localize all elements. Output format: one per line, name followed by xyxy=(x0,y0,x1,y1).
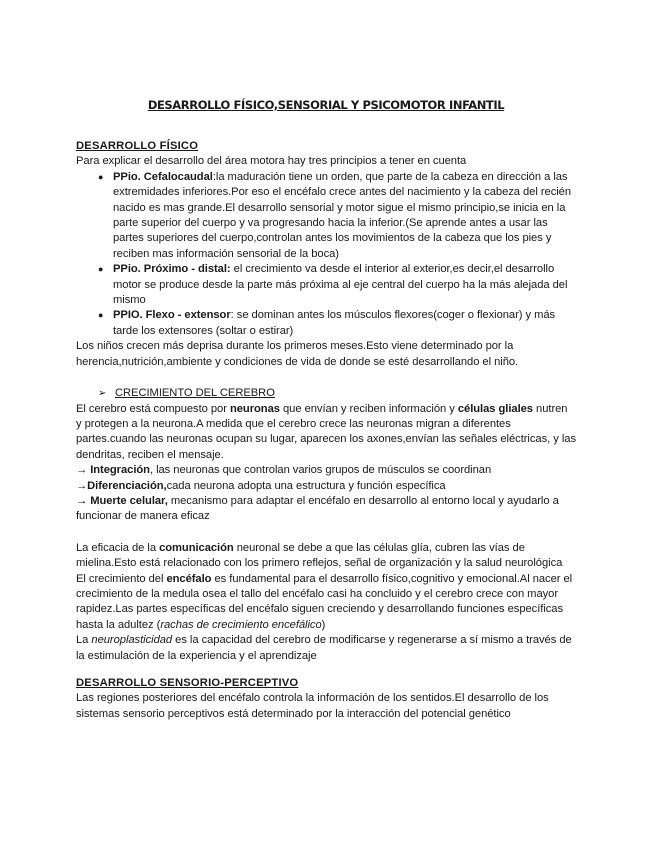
brain-item-diferenciacion xyxy=(76,479,576,494)
bold-term: neuronas xyxy=(229,402,280,415)
bullet-dot-icon: ● xyxy=(98,264,104,275)
text-run: La eficacia de la xyxy=(76,541,160,554)
bullet-dot-icon: ● xyxy=(98,310,104,321)
arrow-bullet-icon: ➢ xyxy=(98,388,107,400)
brain-paragraph-neuroplasticidad xyxy=(76,633,576,664)
subheading-crecimiento-cerebro xyxy=(76,386,576,401)
text-run: El crecimiento del xyxy=(76,572,167,585)
document-body xyxy=(76,97,576,722)
principles-list xyxy=(76,170,576,339)
text-run: nutren y protegen a la neurona.A medida que el cerebro crece las neuronas migran a diferentes partes.cuando las neuronas ocupan su lugar, aparecen los axones,envían las señales eléctricas, y las dendritas, reciben el mensaje. xyxy=(76,402,576,461)
principle-text: el crecimiento va desde el interior al exterior,es decir,el desarrollo motor se produce desde la parte más próxima al eje central del cuerpo ha la más alejada del mismo xyxy=(113,263,568,307)
bold-term: encéfalo xyxy=(166,572,212,585)
section1-intro: Para explicar el desarrollo del área motora hay tres principios a tener en cuenta xyxy=(76,155,467,168)
brain-item-integracion xyxy=(76,463,576,478)
bold-term: células gliales xyxy=(457,402,533,415)
principle-text: :la maduración tiene un orden, que parte de la cabeza en dirección a las extremidades inferiores.Por eso el encéfalo crece antes del nacimiento y la cabeza del recién nacido es mas grande.El desarrollo sensorial y motor sigue el mismo principio,se inicia en la parte superior del cuerpo y va progresando hacia la inferior.(Se aprende antes a usar las partes superiores del cuerpo,controlan antes los movimientos de la cabeza que los pies y reciben mas información sensorial de la boca) xyxy=(113,170,572,260)
principle-text: : se dominan antes los músculos flexores(coger o flexionar) y más tarde los extensores (soltar o estirar) xyxy=(113,309,556,337)
text-run: cada neurona adopta una estructura y función específica xyxy=(166,479,446,492)
spacer xyxy=(76,664,576,676)
text-run: neuronal se debe a que las células glía, cubren las vías de mielina.Esto está relacionado con los primero reflejos, señal de organización y la salud neurológica xyxy=(76,541,563,570)
text-run: es fundamental para el desarrollo físico,cognitivo y emocional.Al nacer el crecimiento de la medula osea el tallo del encéfalo casi ha concluido y el cerebro crece con mayor rapidez.Las partes específicas del encéfalo siguen creciendo y desarrollando funciones específicas hasta la adultez ( xyxy=(76,572,573,631)
section-heading-sensorio-perceptivo: DESARROLLO SENSORIO-PERCEPTIVO xyxy=(76,677,299,689)
arrow-prefix: → xyxy=(76,464,91,477)
section-heading-desarrollo-fisico: DESARROLLO FÍSICO xyxy=(76,140,199,152)
section2-text: Las regiones posteriores del encéfalo controla la información de los sentidos.El desarrollo de los sistemas sensorio perceptivos está determinado por la interacción del potencial genético xyxy=(76,692,549,720)
italic-term: rachas de crecimiento encefálico xyxy=(160,618,322,631)
arrow-prefix: → xyxy=(76,479,88,492)
text-run: , las neuronas que controlan varios grupos de músculos se coordinan xyxy=(149,464,492,477)
principle-term: PPio. Cefalocaudal xyxy=(113,170,213,183)
bold-term: Muerte celular, xyxy=(90,494,168,507)
bold-term: Diferenciación, xyxy=(87,479,167,492)
italic-term: neuroplasticidad xyxy=(91,634,173,647)
principle-item-flexo-extensor xyxy=(76,308,576,339)
spacer xyxy=(76,525,576,541)
principle-term: PPIO. Flexo - extensor xyxy=(113,309,231,322)
brain-paragraph-comunicacion xyxy=(76,541,576,572)
brain-paragraph-encefalo xyxy=(76,572,576,634)
document-title: DESARROLLO FÍSICO,SENSORIAL Y PSICOMOTOR INFANTIL xyxy=(147,98,505,112)
subheading-label: CRECIMIENTO DEL CEREBRO xyxy=(115,387,275,400)
principle-item-cefalocaudal xyxy=(76,170,576,262)
arrow-prefix: → xyxy=(76,494,91,507)
text-run: La xyxy=(76,634,92,647)
text-run: mecanismo para adaptar el encéfalo en desarrollo al entorno local y ayudarlo a funcionar de manera eficaz xyxy=(76,494,559,523)
text-run: ) xyxy=(321,618,326,631)
bullet-dot-icon: ● xyxy=(98,171,104,182)
bold-term: Integración xyxy=(90,464,150,477)
section1-closing: Los niños crecen más deprisa durante los primeros meses.Esto viene determinado por la herencia,nutrición,ambiente y condiciones de vida de donde se esté desarrollando el niño. xyxy=(76,340,519,368)
bold-term: comunicación xyxy=(159,541,234,554)
text-run: que envían y reciben información y xyxy=(279,402,458,415)
principle-term: PPio. Próximo - distal: xyxy=(113,263,231,276)
brain-paragraph-1 xyxy=(76,402,576,464)
text-run: es la capacidad del cerebro de modificarse y regenerarse a sí mismo a través de la estimulación de la experiencia y el aprendizaje xyxy=(76,634,572,662)
brain-item-muerte-celular xyxy=(76,494,576,525)
principle-item-proximo-distal xyxy=(76,262,576,308)
text-run: El cerebro está compuesto por xyxy=(76,402,230,415)
